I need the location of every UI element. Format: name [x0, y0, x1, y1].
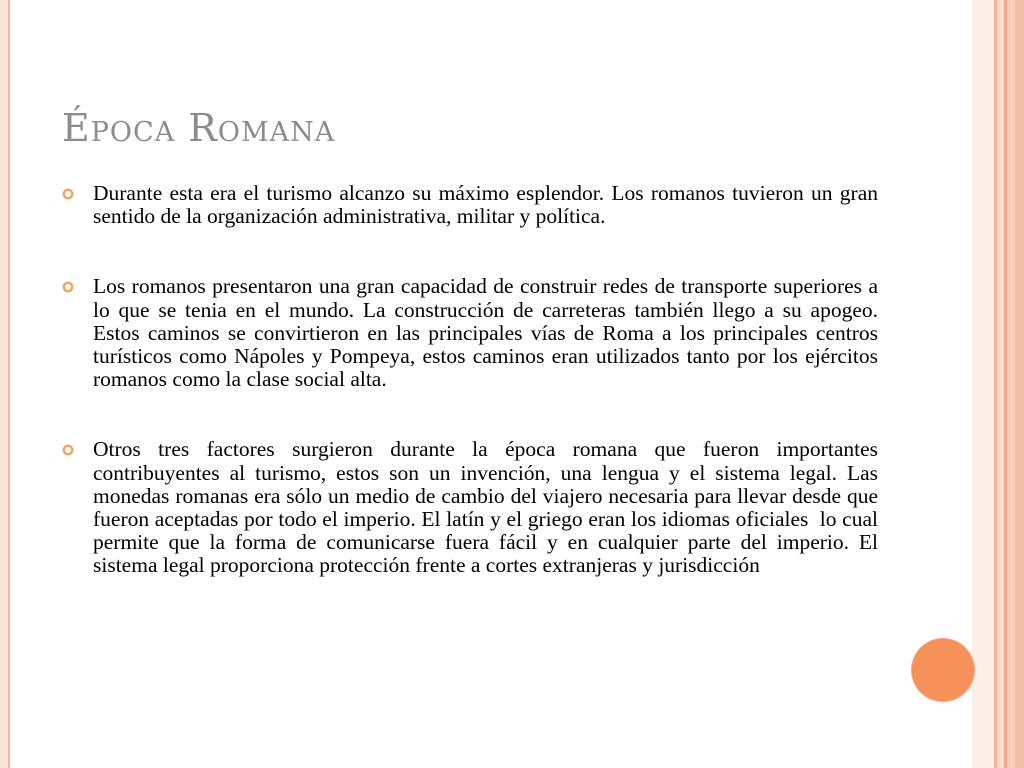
left-border-frame	[0, 0, 10, 768]
right-stripe-6	[1015, 0, 1024, 768]
right-border-frame	[972, 0, 1024, 768]
bullet-text: Los romanos presentaron una gran capacidad de construir redes de transporte superiores a lo que se tenia en el mundo. La construcción de carreteras también llego a su apogeo. Estos caminos se convirtieron en las principales vías de Roma a los principales centros turísticos como Nápoles y Pompeya, estos caminos eran utilizados tanto por los ejércitos romanos como la clase social alta.	[93, 274, 884, 392]
bullet-item	[62, 437, 884, 578]
bullet-list	[62, 181, 884, 625]
bullet-item	[62, 274, 884, 392]
right-stripe-5	[1007, 0, 1015, 768]
ring-bullet-icon	[62, 188, 74, 200]
ring-bullet-icon	[62, 281, 74, 293]
bullet-text: Durante esta era el turismo alcanzo su máximo esplendor. Los romanos tuvieron un gran sentido de la organización administrativa, militar y política.	[93, 181, 884, 229]
right-stripe-1	[972, 0, 994, 768]
right-stripe-3	[997, 0, 1004, 768]
ring-bullet-icon	[62, 444, 74, 456]
decorative-circle	[912, 639, 974, 701]
bullet-item	[62, 181, 884, 229]
bullet-text: Otros tres factores surgieron durante la época romana que fueron importantes contribuyentes al turismo, estos son un invención, una lengua y el sistema legal. Las monedas romanas era sólo un medio de cambio del viajero necesaria para llevar desde que fueron aceptadas por todo el imperio. El latín y el griego eran los idiomas oficiales lo cual permite que la forma de comunicarse fuera fácil y en cualquier parte del imperio. El sistema legal proporciona protección frente a cortes extranjeras y jurisdicción	[93, 437, 884, 578]
slide-title: Época Romana	[62, 106, 336, 150]
